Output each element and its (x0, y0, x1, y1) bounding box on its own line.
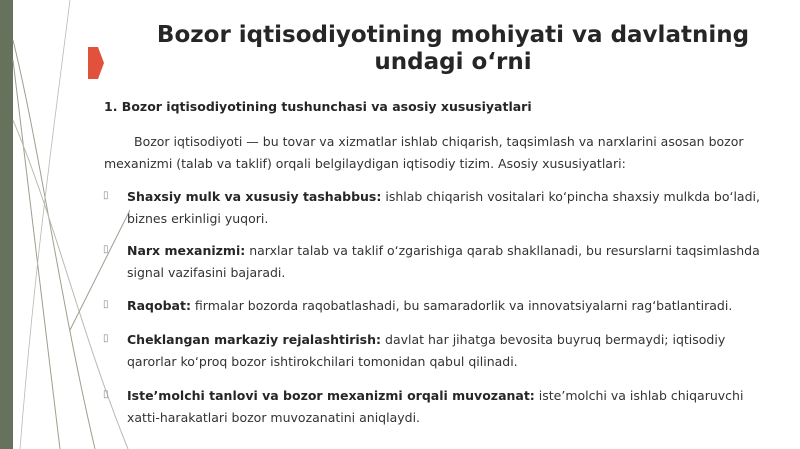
section-heading: 1. Bozor iqtisodiyotining tushunchasi va asosiy xususiyatlari (104, 99, 532, 114)
bullet-bold-label: Narx mexanizmi: (127, 243, 246, 258)
bullet-text: firmalar bozorda raqobatlashadi, bu samaradorlik va innovatsiyalarni rag‘batlantiradi. (190, 298, 733, 313)
red-accent-tab (88, 47, 104, 79)
bullet-text: narxlar talab va taklif o‘zgarishiga qarab shakllanadi, bu resurslarni taqsimlashda signal vazifasini bajaradi. (127, 243, 760, 280)
bullet-bold-label: Shaxsiy mulk va xususiy tashabbus: (127, 189, 382, 204)
list-item (103, 295, 773, 317)
bullet-icon: ▯ (103, 333, 109, 344)
list-item (103, 329, 773, 373)
list-item (103, 240, 773, 284)
list-item (103, 385, 773, 429)
bullet-bold-label: Raqobat: (127, 298, 191, 313)
bullet-bold-label: Iste’molchi tanlovi va bozor mexanizmi orqali muvozanat: (127, 388, 535, 403)
bullet-text: davlat har jihatga bevosita buyruq bermaydi; iqtisodiy qarorlar ko‘proq bozor ishtirokchilari tomonidan qabul qilinadi. (127, 332, 726, 369)
intro-paragraph: Bozor iqtisodiyoti — bu tovar va xizmatlar ishlab chiqarish, taqsimlash va narxlarini asosan bozor mexanizmi (talab va taklif) orqali belgilaydigan iqtisodiy tizim. Asosiy xususiyatlari: (104, 134, 744, 171)
bullet-text: ishlab chiqarish vositalari ko‘pincha shaxsiy mulkda bo‘ladi, biznes erkinligi yuqori. (127, 189, 760, 226)
bullet-icon: ▯ (103, 389, 109, 400)
bullet-text: iste’molchi va ishlab chiqaruvchi xatti-harakatlari bozor muvozanatini aniqlaydi. (127, 388, 744, 425)
list-item (103, 186, 773, 230)
bullet-icon: ▯ (103, 299, 109, 310)
bullet-bold-label: Cheklangan markaziy rejalashtirish: (127, 332, 382, 347)
bullet-icon: ▯ (103, 244, 109, 255)
slide-title: Bozor iqtisodiyotining mohiyati va davlatning undagi o‘rni (156, 22, 750, 75)
bullet-icon: ▯ (103, 190, 109, 201)
